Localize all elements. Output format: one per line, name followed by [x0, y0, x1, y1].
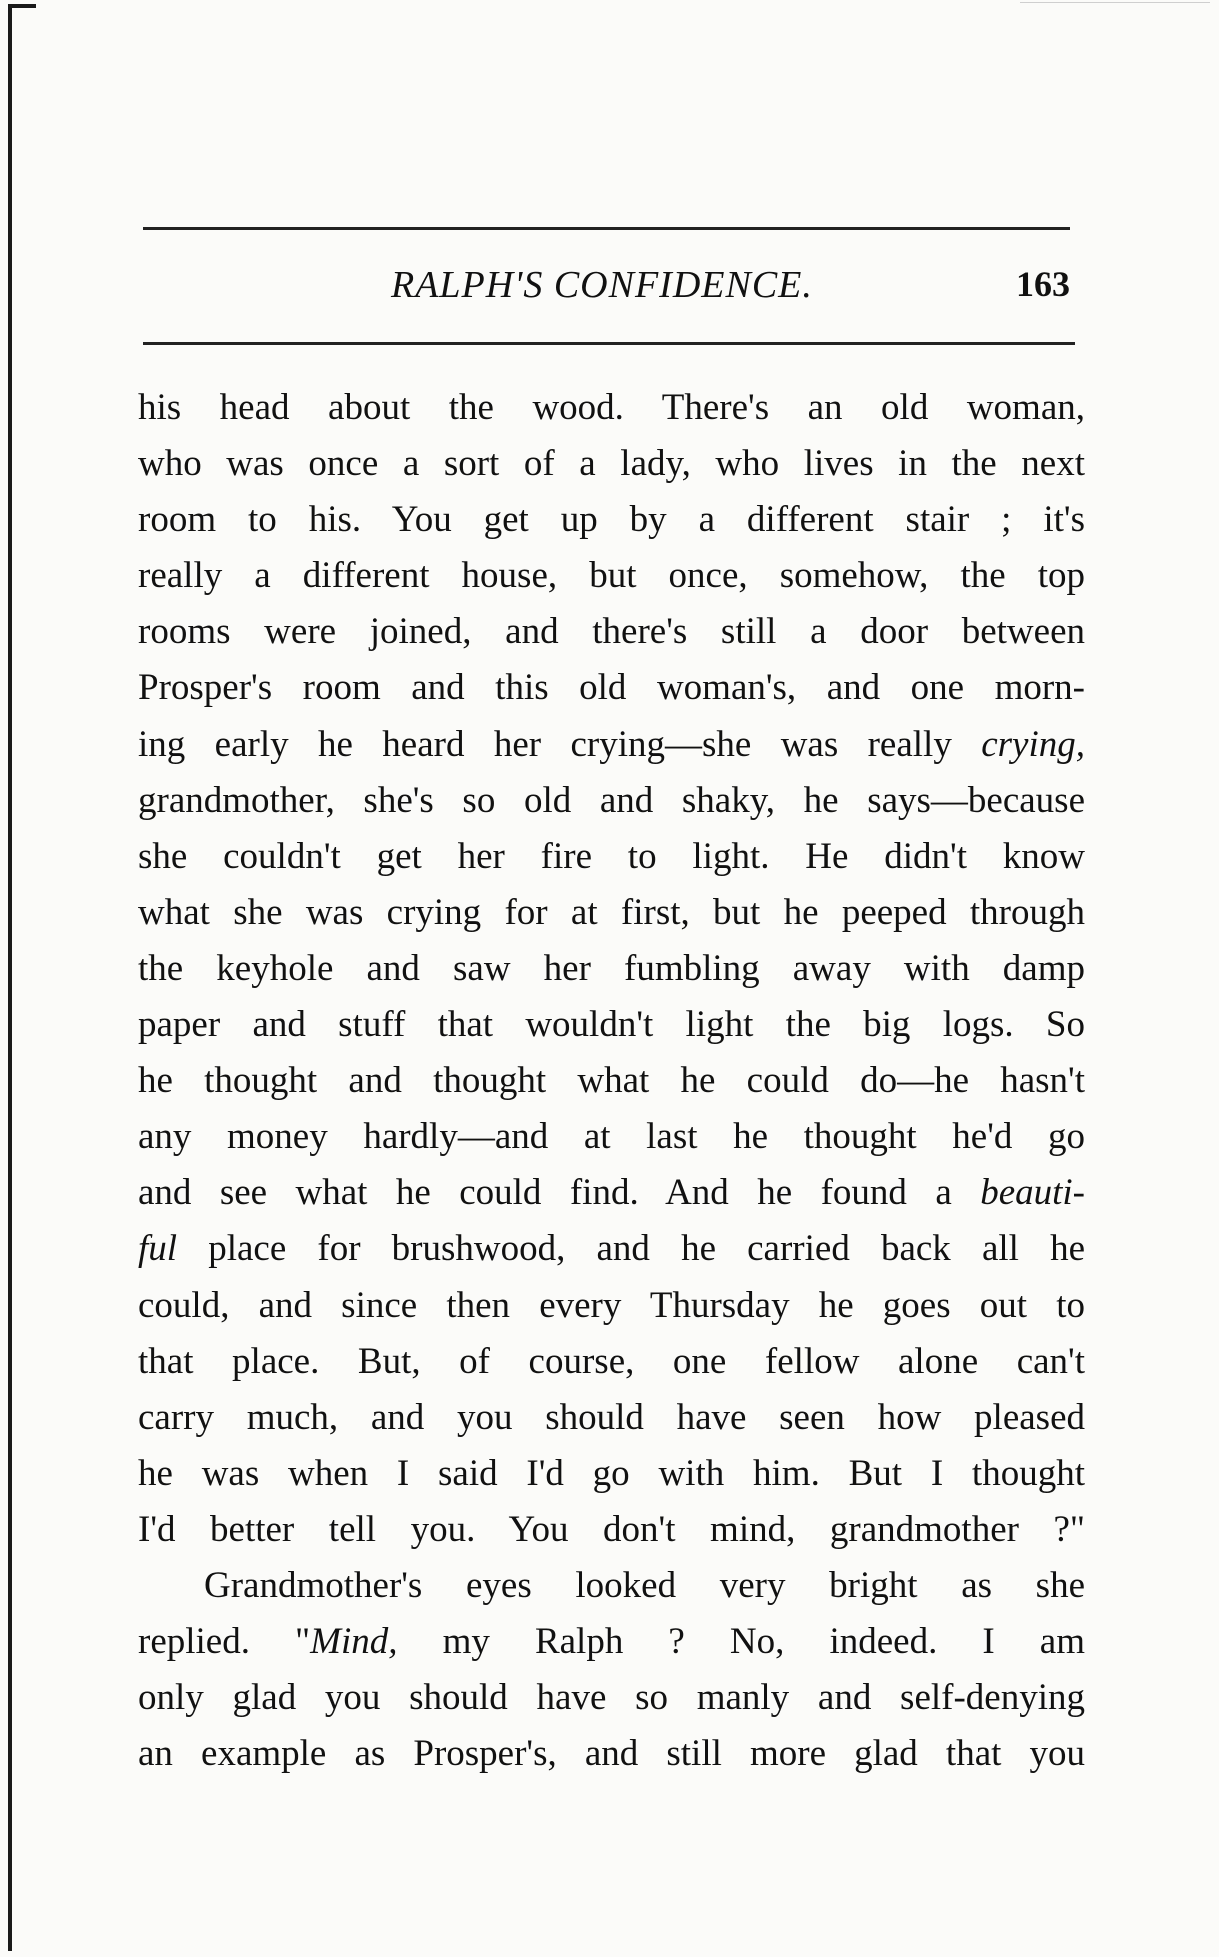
- text-line: [138, 885, 1085, 941]
- text-line: [138, 604, 1085, 660]
- text-run: and see what he could find. And he found a: [138, 1172, 981, 1214]
- text-run: grandmother, she's so old and shaky, he says—because: [138, 779, 1085, 821]
- text-run: ing early he heard her crying—she was really: [138, 723, 982, 765]
- text-line: [138, 548, 1085, 604]
- text-line: [138, 941, 1085, 997]
- italic-text: beauti-: [980, 1172, 1085, 1214]
- text-run: that place. But, of course, one fellow alone can't: [138, 1340, 1085, 1382]
- text-run: paper and stuff that wouldn't light the big logs. So: [138, 1004, 1085, 1046]
- running-head: [143, 263, 1070, 323]
- text-line: [138, 660, 1085, 716]
- text-line: [138, 1726, 1085, 1782]
- paragraph: [138, 1558, 1085, 1782]
- page-binding-edge: [8, 6, 12, 1951]
- text-line: [138, 1109, 1085, 1165]
- text-run: room to his. You get up by a different stair ; it's: [138, 499, 1085, 541]
- header-rule-top: [143, 227, 1070, 230]
- text-line: [138, 1446, 1085, 1502]
- text-run: any money hardly—and at last he thought he'd go: [138, 1116, 1085, 1158]
- body-text: [138, 380, 1085, 1782]
- paragraph: [138, 380, 1085, 1558]
- text-run: I'd better tell you. You don't mind, grandmother ?": [138, 1508, 1085, 1550]
- header-rule-bottom: [143, 342, 1075, 345]
- text-line: [138, 1390, 1085, 1446]
- italic-text: crying,: [981, 723, 1085, 765]
- text-run: place for brushwood, and he carried back all he: [177, 1228, 1085, 1270]
- page-corner-mark: [8, 4, 36, 8]
- text-run: Grandmother's eyes looked very bright as she: [204, 1564, 1085, 1606]
- text-run: an example as Prosper's, and still more glad that you: [138, 1733, 1085, 1775]
- text-run: rooms were joined, and there's still a door between: [138, 611, 1085, 653]
- text-line: [138, 1558, 1085, 1614]
- italic-text: ful: [138, 1228, 178, 1270]
- text-line: [138, 492, 1085, 548]
- text-line: [138, 1278, 1085, 1334]
- text-run: could, and since then every Thursday he goes out to: [138, 1284, 1085, 1326]
- text-run: his head about the wood. There's an old woman,: [138, 387, 1085, 428]
- text-line: [138, 1670, 1085, 1726]
- text-line: [138, 1614, 1085, 1670]
- text-line: [138, 829, 1085, 885]
- text-run: Prosper's room and this old woman's, and one morn-: [138, 667, 1085, 709]
- top-faint-rule: [1020, 2, 1210, 3]
- text-line: [138, 717, 1085, 773]
- text-line: [138, 1221, 1085, 1277]
- text-run: he thought and thought what he could do—he hasn't: [138, 1060, 1085, 1102]
- page-number: 163: [1016, 264, 1070, 304]
- text-line: [138, 1165, 1085, 1221]
- text-line: [138, 380, 1085, 436]
- text-line: [138, 1053, 1085, 1109]
- text-line: [138, 997, 1085, 1053]
- text-run: who was once a sort of a lady, who lives in the next: [138, 443, 1085, 485]
- running-title: RALPH'S CONFIDENCE.: [391, 264, 813, 306]
- text-run: really a different house, but once, somehow, the top: [138, 555, 1085, 597]
- text-run: only glad you should have so manly and self-denying: [138, 1677, 1085, 1719]
- text-line: [138, 1334, 1085, 1390]
- text-line: [138, 436, 1085, 492]
- text-run: carry much, and you should have seen how pleased: [138, 1396, 1085, 1438]
- text-line: [138, 773, 1085, 829]
- text-run: the keyhole and saw her fumbling away with damp: [138, 947, 1085, 989]
- text-run: what she was crying for at first, but he peeped through: [138, 891, 1085, 933]
- text-run: my Ralph ? No, indeed. I am: [397, 1621, 1085, 1663]
- text-run: replied. ": [138, 1621, 311, 1663]
- text-run: he was when I said I'd go with him. But I thought: [138, 1452, 1085, 1494]
- text-run: she couldn't get her fire to light. He didn't know: [138, 835, 1085, 877]
- text-line: [138, 1502, 1085, 1558]
- italic-text: Mind,: [310, 1621, 398, 1663]
